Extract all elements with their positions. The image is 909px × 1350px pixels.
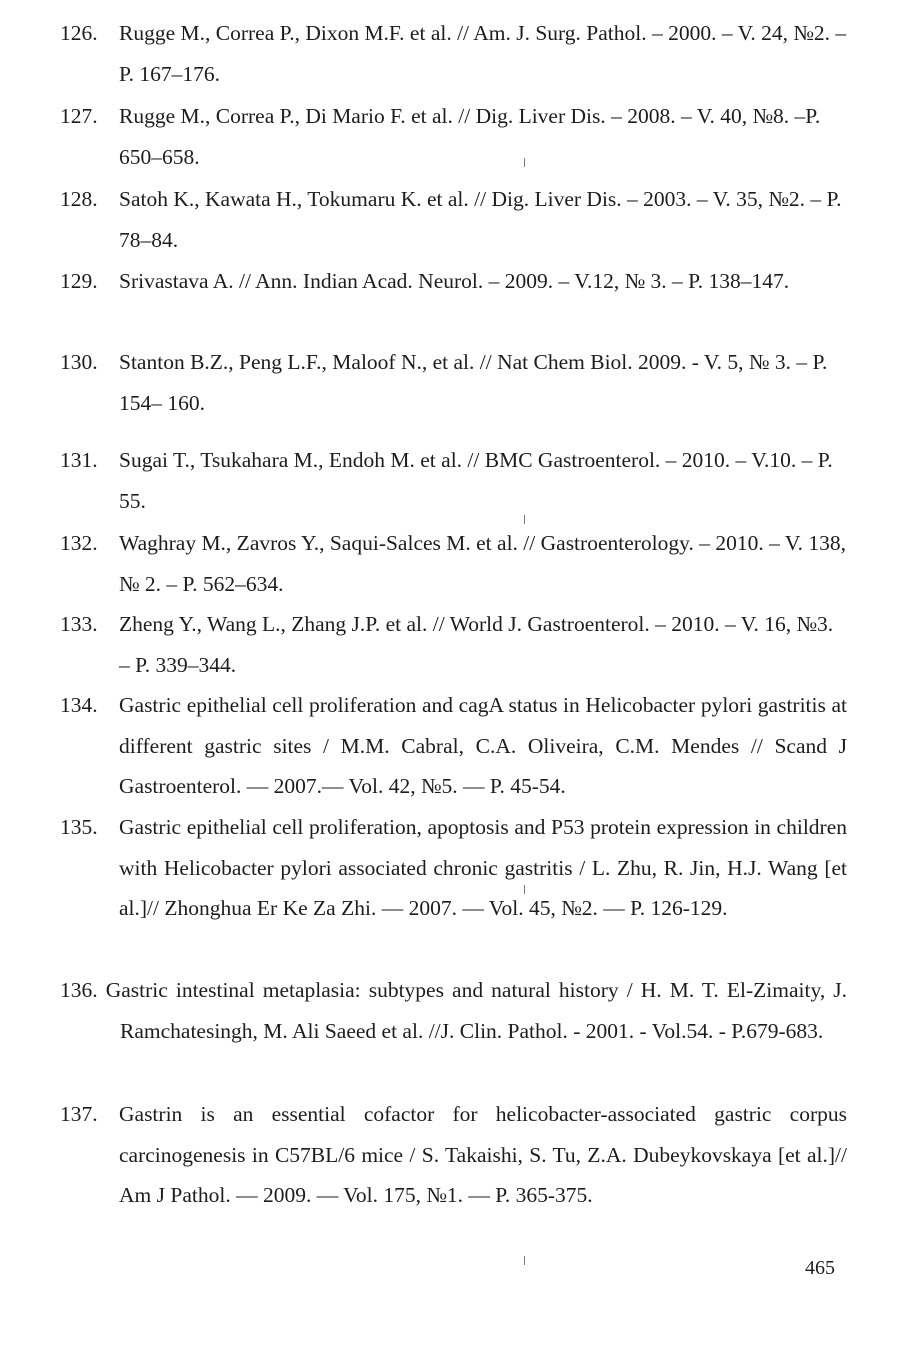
scan-speck: [524, 885, 525, 894]
reference-text: Waghray M., Zavros Y., Saqui-Salces M. et al. // Gastroenterology. – 2010. – V. 138, № 2. – P. 562–634.: [119, 531, 846, 596]
reference-number: 131.: [60, 448, 98, 472]
reference-number: 133.: [60, 612, 98, 636]
scan-speck: [524, 515, 525, 524]
reference-number: 129.: [60, 269, 98, 293]
reference-text: Gastric epithelial cell proliferation and cagA status in Helicobacter pylori gastritis at different gastric sites / M.M. Cabral, C.A. Oliveira, C.M. Mendes // Scand J Gastroenterol. — 2007.— Vol. 42, №5. — P. 45-54.: [119, 693, 847, 799]
reference-text: Gastrin is an essential cofactor for helicobacter-associated gastric corpus carcinogenesis in C57BL/6 mice / S. Takaishi, S. Tu, Z.A. Dubeykovskaya [et al.]// Am J Pathol. — 2009. — Vol. 175, №1. — P. 365-375.: [119, 1102, 847, 1208]
reference-text: Rugge M., Correa P., Di Mario F. et al. // Dig. Liver Dis. – 2008. – V. 40, №8. –P. 650–658.: [119, 104, 821, 169]
reference-text: [60, 970, 847, 1051]
reference-text: Srivastava A. // Ann. Indian Acad. Neurol. – 2009. – V.12, № 3. – P. 138–147.: [119, 269, 790, 293]
reference-number: 132.: [60, 531, 98, 555]
reference-text: Gastric epithelial cell proliferation, apoptosis and P53 protein expression in children with Helicobacter pylori associated chronic gastritis / L. Zhu, R. Jin, H.J. Wang [et al.]// Zhonghua Er Ke Za Zhi. — 2007. — Vol. 45, №2. — P. 126-129.: [119, 815, 847, 921]
reference-number: 135.: [60, 815, 98, 839]
scan-speck: [524, 1256, 525, 1265]
reference-number: 127.: [60, 104, 98, 128]
reference-text: Sugai T., Tsukahara M., Endoh M. et al. // BMC Gastroenterol. – 2010. – V.10. – P. 55.: [119, 448, 833, 513]
reference-text: Zheng Y., Wang L., Zhang J.P. et al. // World J. Gastroenterol. – 2010. – V. 16, №3. – P. 339–344.: [119, 612, 834, 677]
page-number: 465: [805, 1257, 835, 1279]
reference-number: 130.: [60, 350, 98, 374]
reference-number: 137.: [60, 1102, 98, 1126]
scan-speck: [524, 158, 525, 167]
reference-body: Gastric intestinal metaplasia: subtypes and natural history / H. M. T. El-Zimaity, J. Ramchatesingh, M. Ali Saeed et al. //J. Clin. Pathol. - 2001. - Vol.54. - P.679-683.: [105, 978, 848, 1043]
reference-text: Satoh K., Kawata H., Tokumaru K. et al. // Dig. Liver Dis. – 2003. – V. 35, №2. – P. 78–84.: [119, 187, 842, 252]
reference-number: 126.: [60, 21, 98, 45]
reference-number: 136.: [60, 978, 98, 1002]
reference-text: Stanton B.Z., Peng L.F., Maloof N., et al. // Nat Chem Biol. 2009. - V. 5, № 3. – P. 154– 160.: [119, 350, 828, 415]
reference-number: 134.: [60, 693, 98, 717]
reference-number: 128.: [60, 187, 98, 211]
reference-text: Rugge M., Correa P., Dixon M.F. et al. // Am. J. Surg. Pathol. – 2000. – V. 24, №2. – P. 167–176.: [119, 21, 847, 86]
